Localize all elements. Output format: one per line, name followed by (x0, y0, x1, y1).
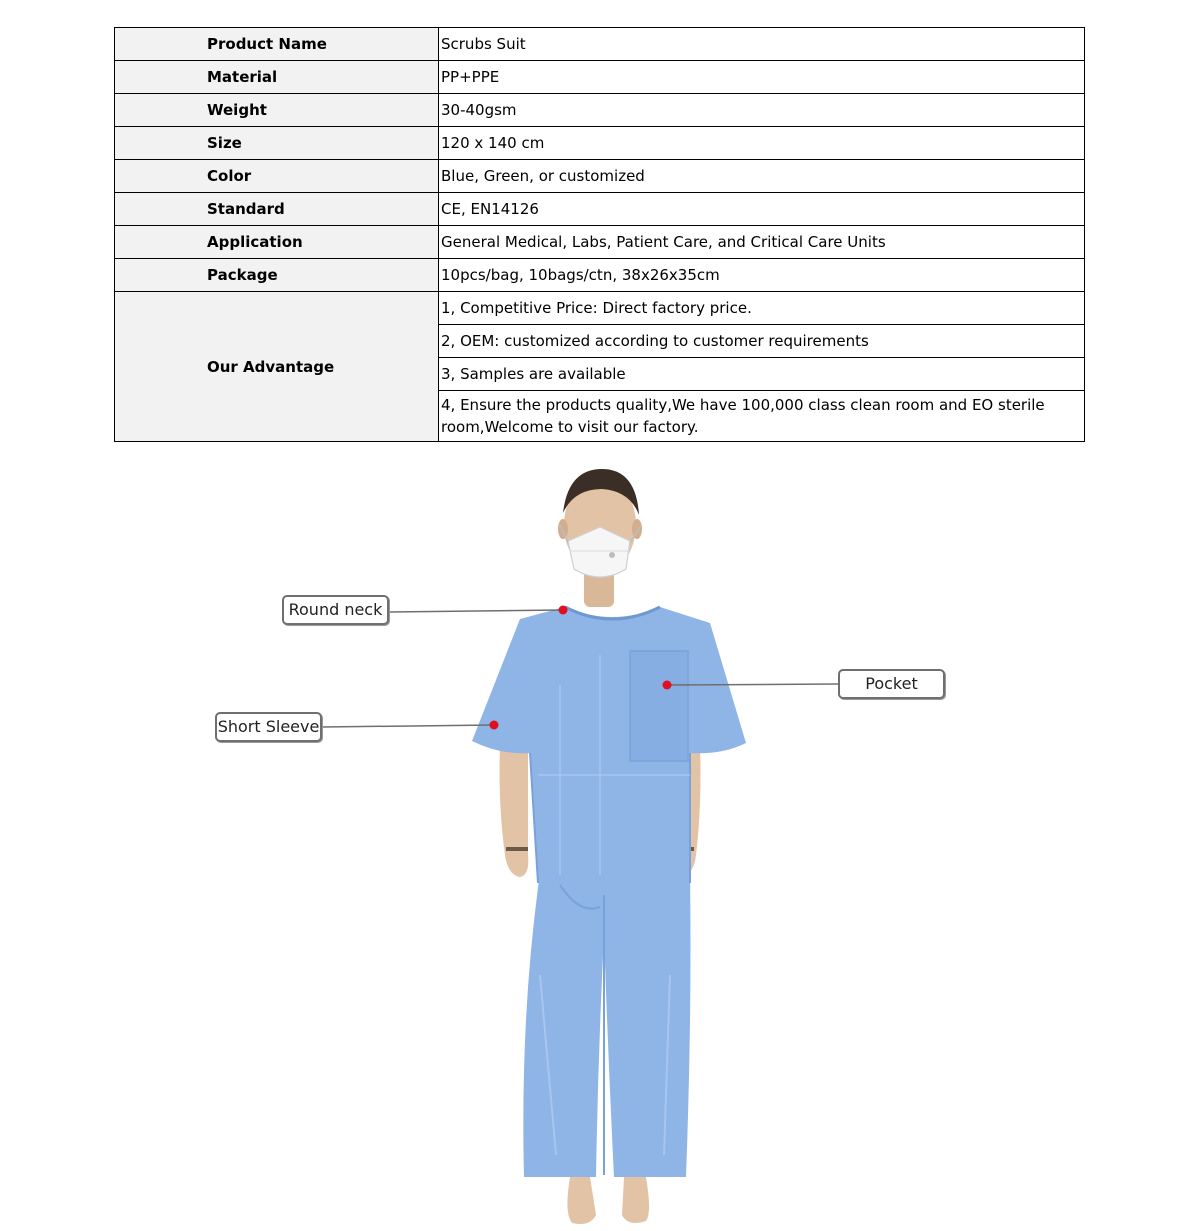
mannequin-feet (567, 1177, 649, 1224)
table-row (115, 127, 1085, 160)
product-figure (0, 455, 1200, 1231)
pocket-marker (663, 681, 672, 690)
pocket-leader-line (667, 684, 838, 685)
table-row (115, 94, 1085, 127)
value-material: PP+PPE (439, 61, 1085, 94)
spec-table (114, 27, 1085, 442)
table-row (115, 160, 1085, 193)
value-weight: 30-40gsm (439, 94, 1085, 127)
label-product-name: Product Name (115, 28, 439, 61)
round-neck-leader-line (389, 610, 563, 612)
table-row (115, 193, 1085, 226)
round-neck-callout: Round neck (282, 595, 389, 625)
value-package: 10pcs/bag, 10bags/ctn, 38x26x35cm (439, 259, 1085, 292)
label-our-advantage: Our Advantage (115, 292, 439, 442)
table-row (115, 226, 1085, 259)
value-color: Blue, Green, or customized (439, 160, 1085, 193)
label-size: Size (115, 127, 439, 160)
label-package: Package (115, 259, 439, 292)
table-row (115, 292, 1085, 325)
round-neck-marker (559, 606, 568, 615)
label-standard: Standard (115, 193, 439, 226)
label-color: Color (115, 160, 439, 193)
table-row (115, 28, 1085, 61)
advantage-item: 2, OEM: customized according to customer requirements (439, 325, 1085, 358)
value-standard: CE, EN14126 (439, 193, 1085, 226)
value-product-name: Scrubs Suit (439, 28, 1085, 61)
table-row (115, 259, 1085, 292)
value-size: 120 x 140 cm (439, 127, 1085, 160)
scrubs-mannequin-image (0, 455, 1200, 1231)
short-sleeve-marker (490, 721, 499, 730)
advantage-item: 3, Samples are available (439, 358, 1085, 391)
advantage-item: 4, Ensure the products quality,We have 100,000 class clean room and EO sterile room,Welcome to visit our factory. (439, 391, 1085, 442)
label-material: Material (115, 61, 439, 94)
value-application: General Medical, Labs, Patient Care, and Critical Care Units (439, 226, 1085, 259)
short-sleeve-leader-line (322, 725, 494, 727)
pocket-callout: Pocket (838, 669, 945, 699)
label-weight: Weight (115, 94, 439, 127)
label-application: Application (115, 226, 439, 259)
table-row (115, 61, 1085, 94)
advantage-item: 1, Competitive Price: Direct factory price. (439, 292, 1085, 325)
scrub-pants (523, 873, 690, 1177)
short-sleeve-callout: Short Sleeve (215, 712, 322, 742)
